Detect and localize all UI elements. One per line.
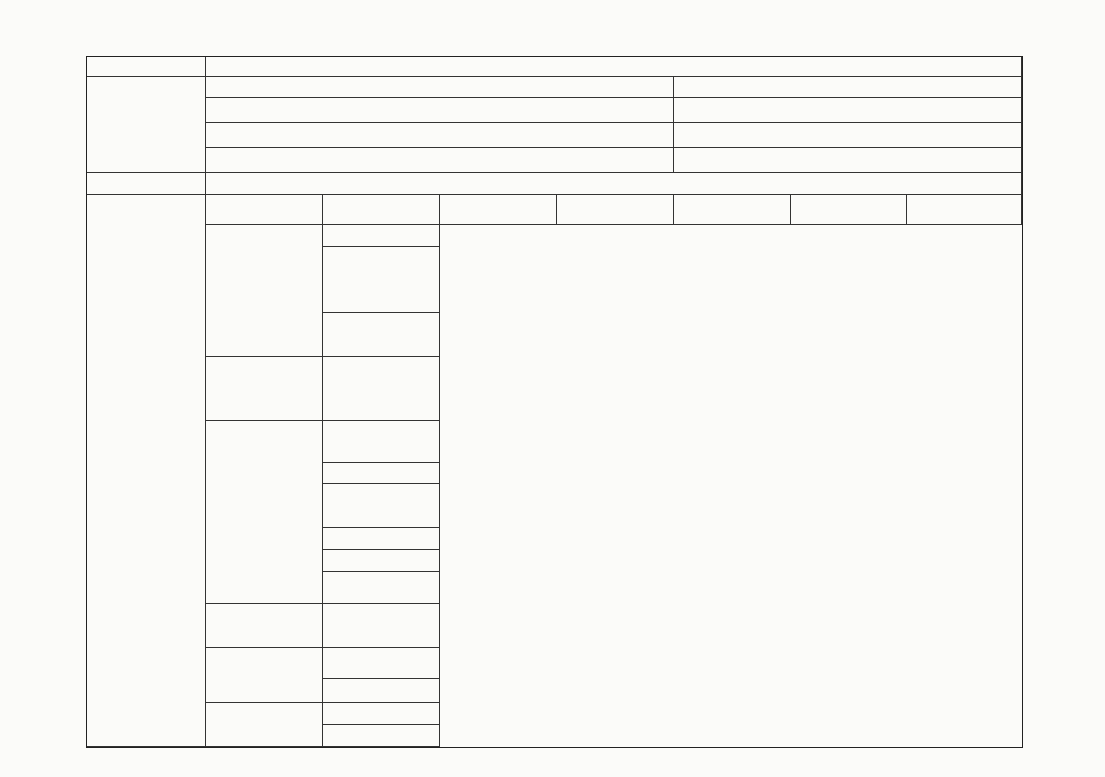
task-amount [674, 148, 1022, 173]
dept-label [87, 57, 206, 77]
level2-cell [323, 648, 440, 679]
level2-cell [323, 679, 440, 703]
level2-cell [323, 484, 440, 528]
level2-cell [323, 528, 440, 550]
level2-cell [323, 357, 440, 421]
dept-value [206, 57, 1022, 77]
header-deadline [907, 195, 1022, 225]
level1-cell [206, 703, 323, 747]
header-level3 [440, 195, 557, 225]
tasks-label [87, 77, 206, 173]
tasks-col-item [206, 77, 674, 98]
task-amount [674, 98, 1022, 123]
task-item [206, 98, 674, 123]
tasks-col-budget [674, 77, 1022, 98]
task-amount [674, 123, 1022, 148]
header-unit [791, 195, 907, 225]
level1-cell [206, 648, 323, 703]
task-item [206, 123, 674, 148]
header-value [674, 195, 791, 225]
level2-cell [323, 572, 440, 604]
header-level2 [323, 195, 440, 225]
goal-value [206, 173, 1022, 195]
level2-cell [323, 225, 440, 247]
level2-cell [323, 313, 440, 357]
goal-label [87, 173, 206, 195]
level1-cell [206, 421, 323, 604]
level2-cell [323, 463, 440, 484]
level2-cell [323, 604, 440, 648]
level2-cell [323, 703, 440, 725]
task-item [206, 148, 674, 173]
level1-cell [206, 225, 323, 357]
level2-cell [323, 247, 440, 313]
header-level1 [206, 195, 323, 225]
header-operator [557, 195, 674, 225]
level2-cell [323, 550, 440, 572]
level2-cell [323, 725, 440, 747]
indicators-label [87, 195, 206, 747]
performance-table [86, 56, 1023, 748]
level1-cell [206, 604, 323, 648]
level1-cell [206, 357, 323, 421]
level2-cell [323, 421, 440, 463]
